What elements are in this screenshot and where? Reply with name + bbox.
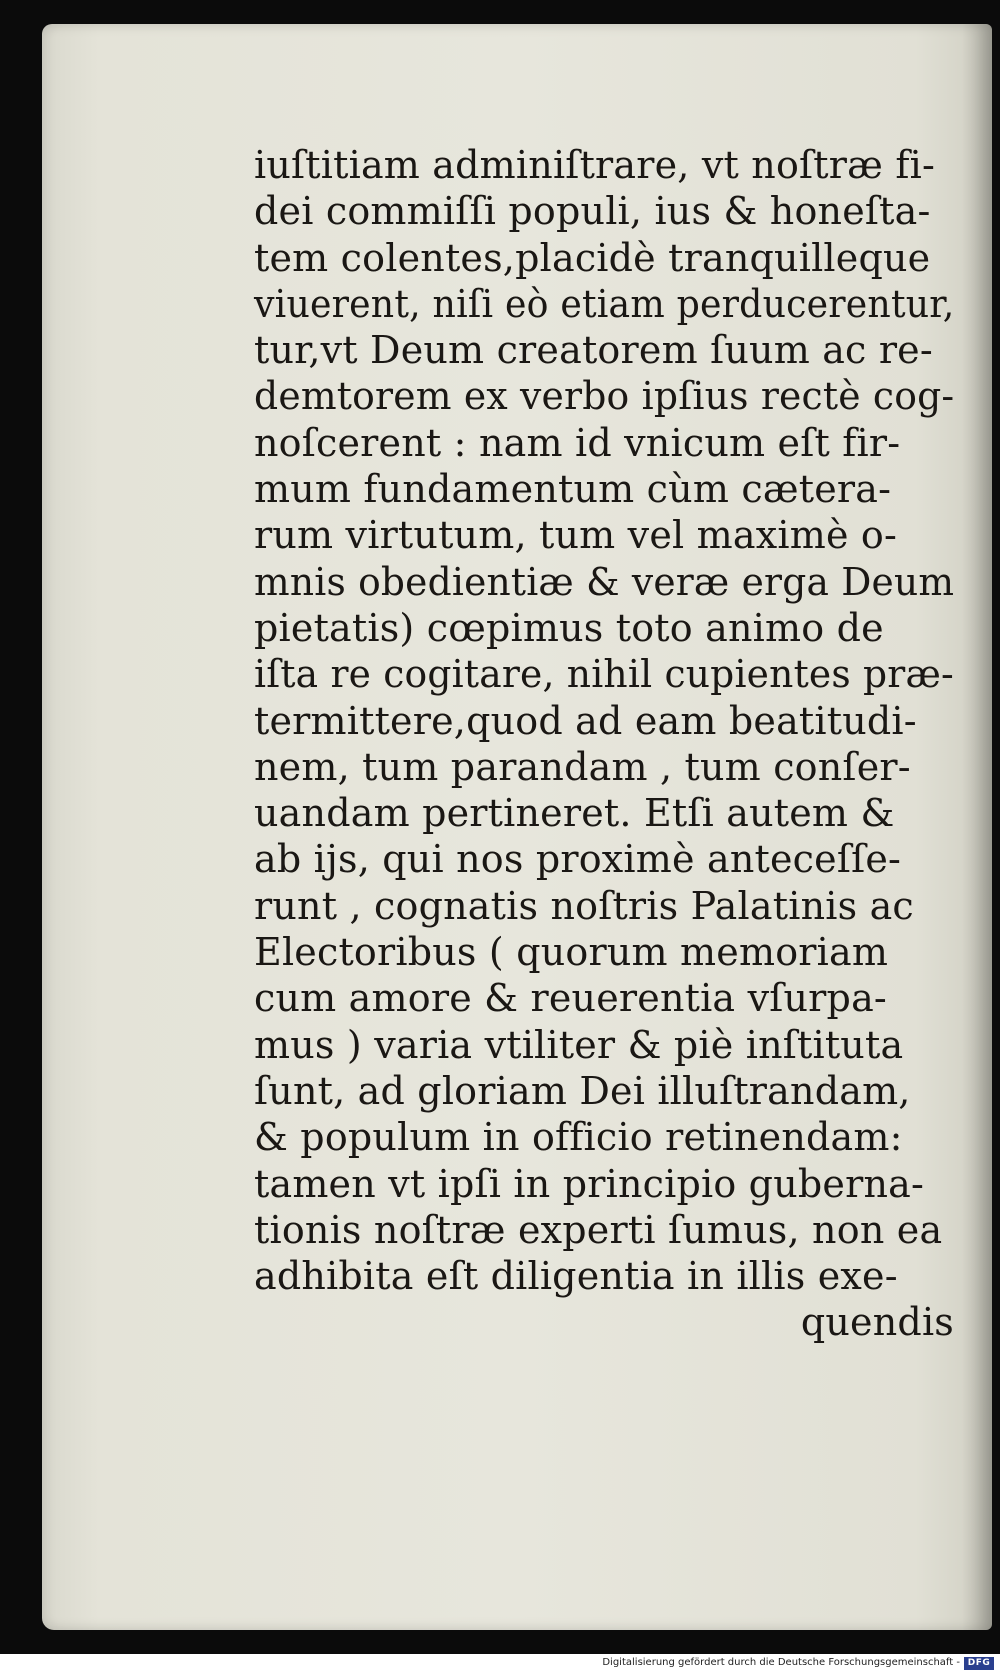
text-line: nem, tum parandam , tum conſer- (254, 744, 911, 789)
catchword: quendis (800, 1300, 954, 1345)
text-line: termittere,quod ad eam beatitudi- (254, 698, 917, 743)
text-line: uandam pertineret. Etſi autem & (254, 791, 895, 836)
text-line: demtorem ex verbo ipſius rectè cog- (254, 374, 955, 419)
text-line: iuſtitiam adminiſtrare, vt noſtræ fi- (254, 143, 935, 187)
text-line: ſunt, ad gloriam Dei illuſtrandam, (254, 1068, 911, 1113)
text-line: cum amore & reuerentia vſurpa- (254, 976, 887, 1021)
text-line: mnis obedientiæ & veræ erga Deum (254, 559, 955, 604)
text-line: pietatis) cœpimus toto animo de (254, 605, 884, 650)
dfg-logo-icon: DFG (964, 1657, 994, 1670)
text-line: mus ) varia vtiliter & piè inſtituta (254, 1022, 904, 1067)
text-line: noſcerent : nam id vnicum eſt fir- (254, 420, 901, 465)
text-line: mum fundamentum cùm cætera- (254, 467, 892, 512)
page-gutter-shadow (962, 24, 992, 1630)
text-line: adhibita eſt diligentia in illis exe- (254, 1254, 898, 1299)
text-line: dei commiſſi populi, ius & honeſta- (254, 189, 931, 234)
text-line: tionis noſtræ experti ſumus, non ea (254, 1207, 943, 1252)
text-line: tamen vt ipſi in principio guberna- (254, 1161, 925, 1206)
text-line: Electoribus ( quorum memoriam (254, 930, 889, 975)
text-line: & populum in officio retinendam: (254, 1115, 903, 1160)
page-text-block (254, 142, 954, 1346)
funding-credit: Digitalisierung gefördert durch die Deutsche Forschungsgemeinschaft - (602, 1657, 960, 1668)
text-line: rum virtutum, tum vel maximè o- (254, 513, 898, 558)
text-line: runt , cognatis noſtris Palatinis ac (254, 883, 914, 928)
footer-bar (0, 1654, 1000, 1674)
text-line: viuerent, niſi eò etiam perducerentur, (254, 281, 955, 326)
text-line: tem colentes,placidè tranquilleque (254, 235, 931, 280)
text-line: iſta re cogitare, nihil cupientes præ- (254, 652, 954, 697)
text-line: ab ijs, qui nos proximè anteceſſe- (254, 837, 902, 882)
book-page (42, 24, 992, 1630)
text-line: tur,vt Deum creatorem ſuum ac re- (254, 328, 933, 373)
